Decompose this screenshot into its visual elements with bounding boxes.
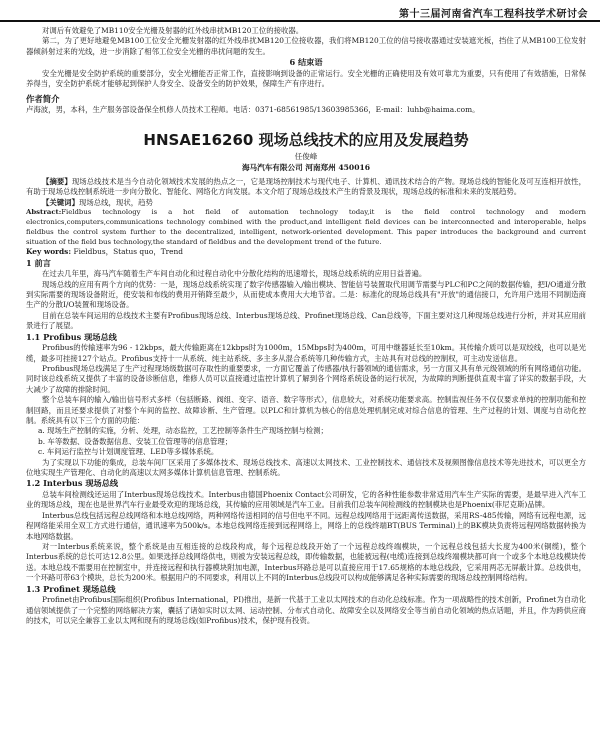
prev-article-paragraph-2: 第二，为了更好地避免MB100工位安全光栅发射器的红外线串扰MB120工位接收器，我们将MB120工位的信号接收器通过安装遮光板，挡住了从MB100工位发射器倾斜射过来的光线，进一步消除了相邻工位安全光栅的串扰问题的发生。	[26, 36, 586, 56]
section-1-paragraph-2: 现场总线的应用有两个方向的优势：一是，现场总线系统实现了数字传感器输入/输出模块、智能信号装置取代用调节需要与PLC和PC之间的数据传输，把I/O通道分散到实际需要的现场设备附近，使安装和布线的费用开销降至最少，从而使成本费用大大地节省。二是：标准化的现场总线具有"开放"的通信接口，允许用户选用不同制造商生产的分散I/O装置和现场设备。	[26, 279, 586, 310]
section-1-1-paragraph-3: 整个总装车间的输入/输出信号形式多样（包括断路、阀组、变字、语音、数字等形式），信息较大，对系统功能要求高。控制监视任务不仅仅要求单纯的控制功能和控制回路，而且还要求提供了对整个车间的监控、故障诊断、生产管理。以PLC和计算机为核心的信息处理机制完成对综合信息的管理、生产过程的计划、调度与自动化控制。系统具有以下三个方面的功能：	[26, 395, 586, 426]
section-heading-conclusion: 6 结束语	[289, 57, 323, 68]
author-intro-text: 卢海波，男，本科，生产服务部设备保全机修人员技术工程师。电话：0371-68561985/13603985366，E-mail：luhb@haima.com。	[26, 104, 480, 114]
keywords-cn-label: 【关键词】	[42, 197, 79, 207]
header-rule	[0, 20, 600, 22]
function-list	[26, 426, 586, 457]
section-1-2-paragraph-3: 对一Interbus系统来说，整个系统是由互相连接的总线段构成，每个远程总线段开始了一个远程总线终端模块，一个远程总线包括大长度为400米(铜缆)，整个Interbus系统的总长可达12.8公里。如果选择总线网络供电，则被为安装远程总线，即传输数据，也能被远程(电缆)连接到总线终端模块都可向一个或多个本地总线模块传送。本地总线不需要用在控制室中，并连接远程和执行器模块附加电源，Interbus环路总是可以直接应用于17.65规格的本地总线段，它采用两芯无屏蔽计算。总线供电，一个环路可带63个模块，总长为200米。根据用户的不同要求，利用以上不同的Interbus总线段可以构成能够满足各种实际需要的现场总线控制网络结构。	[26, 542, 586, 583]
keywords-en-label: Key words:	[26, 247, 72, 257]
page-content	[26, 26, 586, 626]
abstract-cn	[26, 177, 586, 198]
section-1-paragraph-3: 目前在总装车间运用的总线技术主要有Profibus现场总线、Interbus现场总线、Profinet现场总线、Can总线等，下面主要对这几种现场总线进行分析，并对其应用前景进行了展望。	[26, 310, 586, 331]
list-item: b. 车等数据、设备数据信息、安装工位管理等的信息管理；	[38, 436, 233, 446]
section-heading-1-3: 1.3 Profinet 现场总线	[26, 583, 116, 594]
prev-article-paragraph-1: 对调后有效避免了MB110安全光栅及射器的红外线串扰MB120工位的接收器。	[42, 26, 304, 35]
keywords-en	[26, 247, 586, 257]
section-heading-1-2: 1.2 Interbus 现场总线	[26, 478, 119, 489]
keywords-cn-text: 现场总线，现状，趋势	[78, 197, 153, 207]
abstract-cn-text: 现场总线技术是当今自动化领域技术发展的热点之一，它是现场控制技术与现代电子、计算机、通讯技术结合的产物。现场总线的智能化及可互连相开放性，有助于现场总线控制系统进一步向分散化、智能化、网络化方向发展。本文介绍了现场总线技术产生的背景及现状，现场总线的标准和未来的发展趋势。	[26, 176, 586, 197]
section-1-paragraph-1: 在过去几年里，海马汽车随着生产车间自动化和过程自动化中分散化结构的迅速增长，现场总线系统的应用日益普遍。	[42, 269, 427, 279]
keywords-en-text: Fieldbus，Status quo，Trend	[73, 247, 184, 257]
journal-header: 第十三届河南省汽车工程科技学术研讨会	[399, 9, 588, 20]
section-1-2-paragraph-2: Interbus总线包括远程总线网络和本地总线网络，两种网络传送相同的信号但电平不同。远程总线网络用于远距离传送数据，采用RS-485传输，网络有远程电源，远程网络能采用全双工方式进行通信，通讯速率为500k/s。本地总线网络连接到远程网络上，网络上的总线终端BT(BUS Terminal)上的BK模块负责将远程网络数据转换为本地网络数据。	[26, 510, 586, 541]
abstract-en-text: Fieldbus technology is a hot field of automation technology today,it is the field control technology and modern electronics,computers,communications technology combined with the product,and intelligent field devices can be interconnected and interoperable, helps fieldbus the control system further to the decentralized, intelligent, network-oriented development. This paper introduces the background and current situation of the field bus technology,the standard of fieldbus and the development trend of the future.	[26, 208, 586, 246]
keywords-cn	[26, 198, 586, 208]
abstract-cn-label: 【摘要】	[42, 176, 72, 186]
section-1-3-paragraph-1: Profinet由Profibus国际组织(Profibus International，PI)推出，是新一代基于工业以太网技术的自动化总线标准。作为一项战略性的技术创新，Profinet为自动化通信领域提供了一个完整的网络解决方案，囊括了诸如实时以太网、运动控制、分布式自动化、故障安全以及网络安全等当前自动化领域的热点话题，并且，作为跨供应商的技术，可以完全兼容工业以太网和现有的现场总线(如Profibus)技术，保护现有投资。	[26, 595, 586, 625]
article-author: 任俊峰	[294, 151, 318, 161]
author-intro-heading: 作者简介	[26, 93, 60, 104]
abstract-en	[26, 208, 586, 247]
article-title: HNSAE16260 现场总线技术的应用及发展趋势	[143, 130, 469, 149]
section-1-1-paragraph-2: Profibus现场总线满足了生产过程现场级数据可存取性的重要要求，一方面它覆盖了传感器/执行器领域的通信需求，另一方面又具有单元级领域的所有网络通信功能。同时该总线系统又提供了丰富的设备诊断信息，维修人员可以直接通过监控计算机了解到各个网络系统设备的运行状况，为故障的判断提供直观丰富了详实的数据手段，大大减少了故障的排除时间。	[26, 364, 586, 394]
abstract-en-label: Abstract:	[26, 208, 62, 217]
article-affiliation: 海马汽车有限公司 河南郑州 450016	[241, 162, 371, 172]
list-item: a. 现场生产控制的实施，分析、处理，动态监控，工艺控制等条件生产现场控制与检测；	[38, 426, 328, 436]
section-heading-1: 1 前言	[26, 257, 51, 268]
list-item: c. 车间运行监控与计划调度管理、LED等多媒体系统。	[38, 447, 219, 457]
section-1-2-paragraph-1: 总装车间检测线还运用了Interbus现场总线技术。Interbus由德国Phoenix Contact公司研发，它的各种性能参数非常适用汽车生产实际的需要，是最早进入汽车工业的现场总线，现在也是世界汽车行业最受欢迎的现场总线，其传输的应用领域是汽车工业。目前我们总装车间检测线的控制模块也是Phoenix(菲尼克斯)品牌。	[26, 489, 586, 510]
prev-article-paragraph-3: 安全光栅是安全防护系统的重要部分，安全光栅能否正常工作，直接影响到设备的正常运行。安全光栅的正确使用及有效可靠尤为重要，只有使用了有效措施，日常保养得当，安全防护系统才能够起到保护人身安全、设备安全的防护效果，保障生产有序进行。	[26, 68, 586, 89]
section-1-1-paragraph-4: 为了实现以下功能的集成，总装车间厂区采用了多媒体技术、现场总线技术、高速以太网技术、工业控制技术、通信技术及视频图像信息技术等先进技术，可以更全方位地实现生产管理化、自动化的高速以太网多媒体计算机信息管理、控制系统。	[26, 457, 586, 478]
section-1-1-paragraph-1: Profibus的传输速率为96 - 12kbps，最大传输距离在12kbps时为1000m，15Mbps时为400m，可用中继器延长至10km。其传输介质可以是双绞线，也可以是光缆，最多可挂接127个站点。Profibus支持十一从系统、纯主站系统、多主多从混合系统等几种传输方式，主站具有对总线的控制权，可主动发送信息。	[26, 343, 586, 363]
section-heading-1-1: 1.1 Profibus 现场总线	[26, 331, 117, 342]
